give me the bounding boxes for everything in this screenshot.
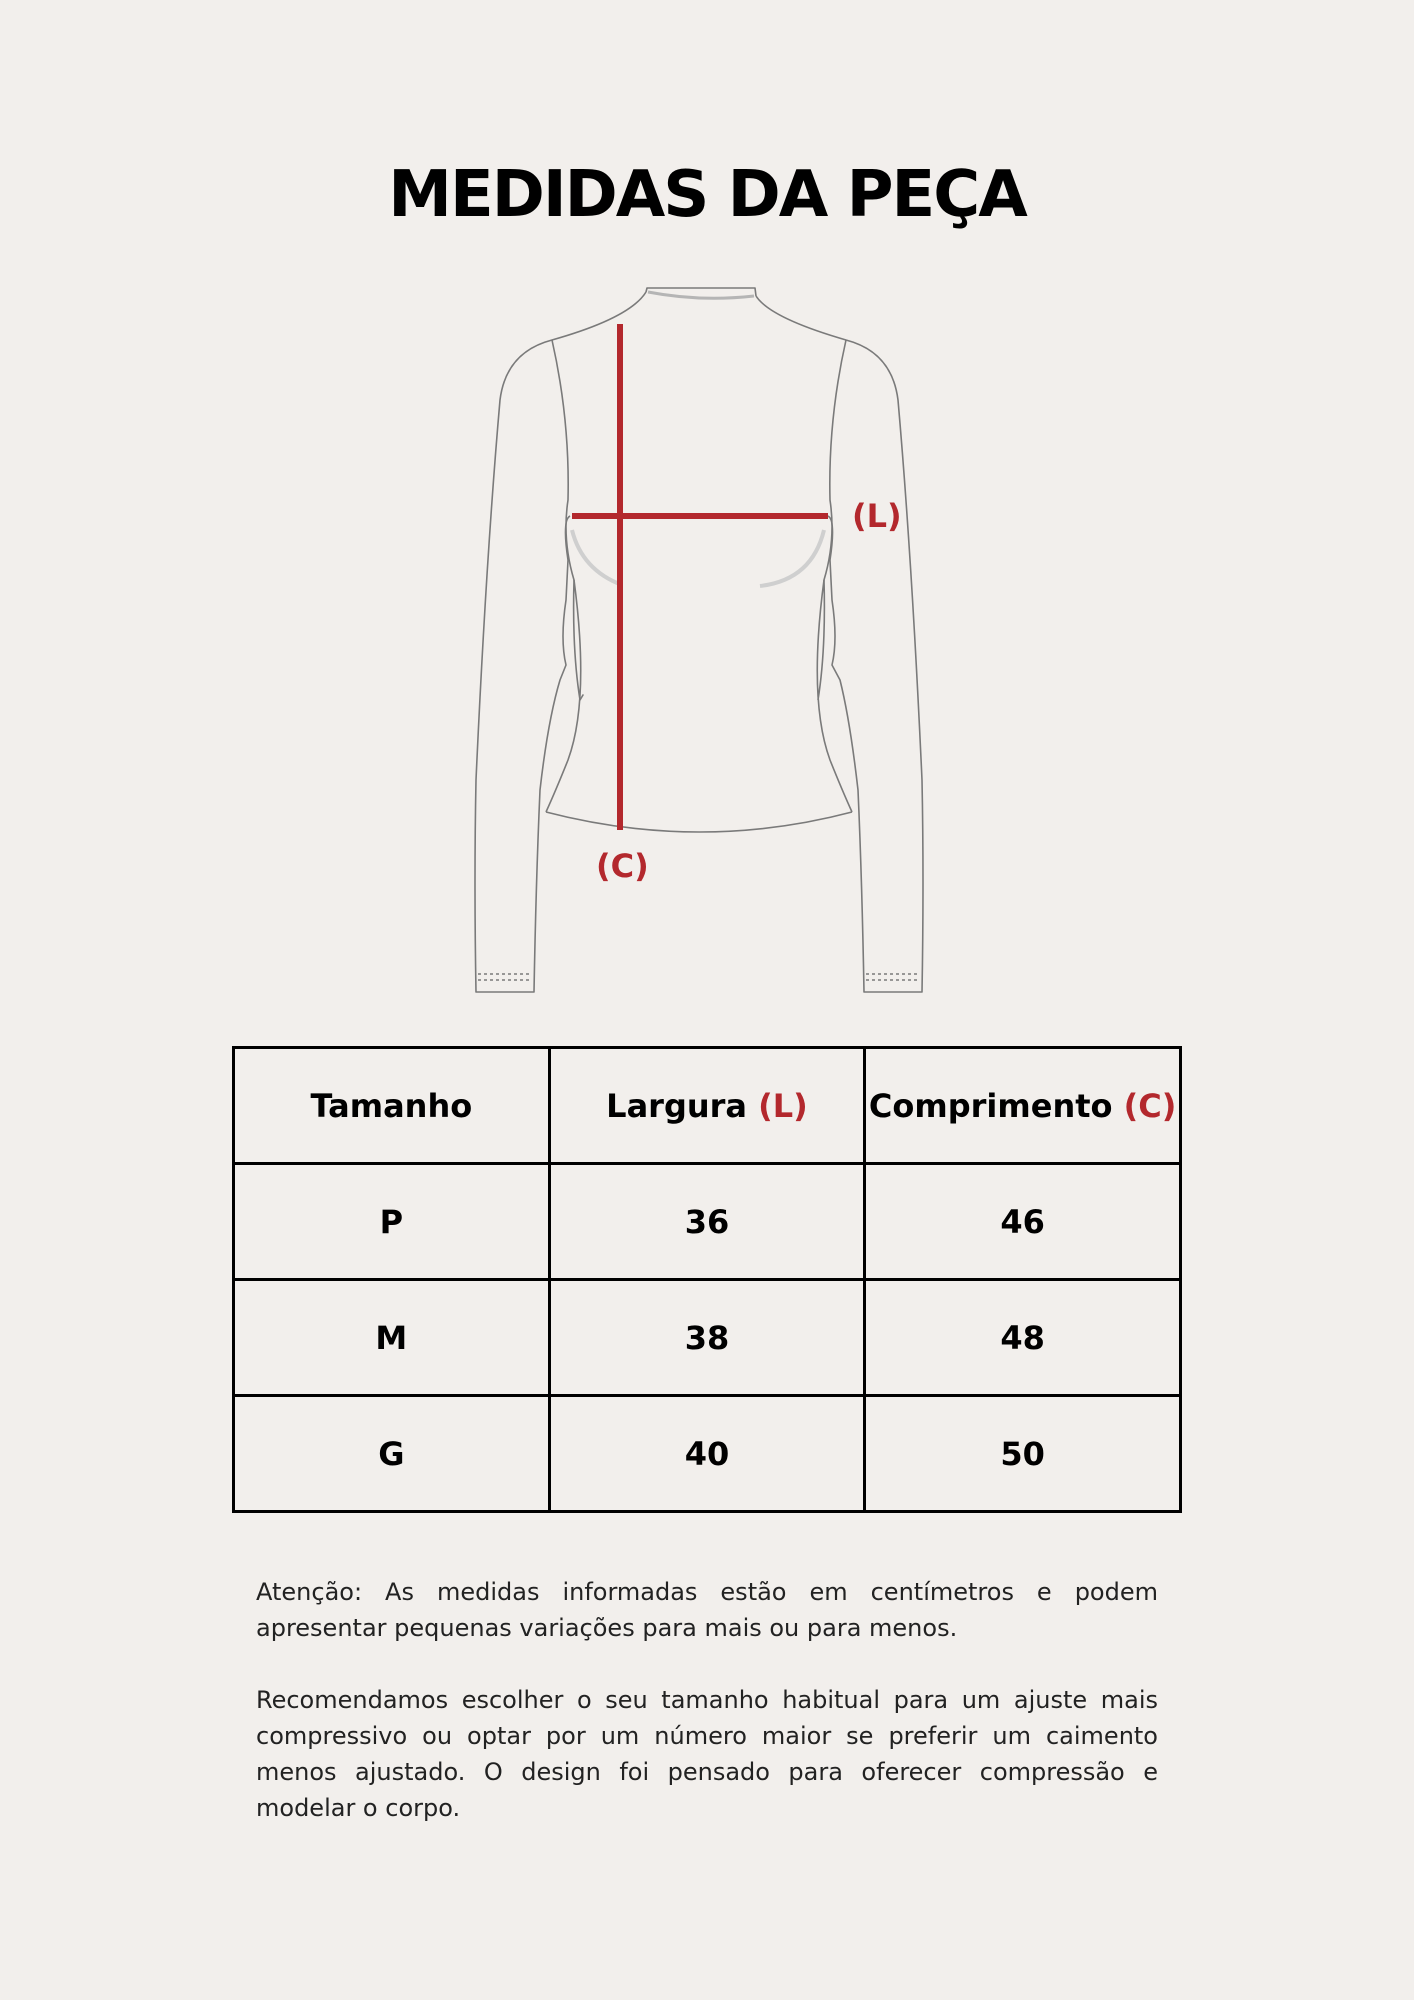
hem-outline xyxy=(546,812,852,832)
cell-length: 46 xyxy=(865,1164,1181,1280)
header-size-label: Tamanho xyxy=(310,1086,473,1125)
cell-size: M xyxy=(234,1280,550,1396)
header-width xyxy=(549,1048,865,1164)
cell-width: 36 xyxy=(549,1164,865,1280)
table-row xyxy=(234,1396,1181,1512)
page-title: MEDIDAS DA PEÇA xyxy=(388,158,1026,232)
attention-note: Atenção: As medidas informadas estão em centímetros e podem apresentar pequenas variações para mais ou para menos. xyxy=(256,1578,1158,1642)
header-length-marker: (C) xyxy=(1123,1086,1177,1125)
table-row xyxy=(234,1280,1181,1396)
cell-length: 48 xyxy=(865,1280,1181,1396)
header-width-marker: (L) xyxy=(758,1086,808,1125)
table-header-row xyxy=(234,1048,1181,1164)
length-marker: (C) xyxy=(596,847,649,885)
width-marker: (L) xyxy=(852,497,902,535)
header-length-label: Comprimento xyxy=(868,1086,1124,1125)
cell-size: P xyxy=(234,1164,550,1280)
header-width-label: Largura xyxy=(606,1086,759,1125)
cell-width: 38 xyxy=(549,1280,865,1396)
header-length xyxy=(865,1048,1181,1164)
size-table xyxy=(232,1046,1182,1513)
table-row xyxy=(234,1164,1181,1280)
recommendation-note: Recomendamos escolher o seu tamanho habitual para um ajuste mais compressivo ou optar por um número maior se preferir um caimento menos ajustado. O design foi pensado para oferecer compressão e modelar o corpo. xyxy=(256,1686,1158,1822)
cell-size: G xyxy=(234,1396,550,1512)
cell-length: 50 xyxy=(865,1396,1181,1512)
notes xyxy=(256,1574,1158,1862)
cell-width: 40 xyxy=(549,1396,865,1512)
header-size xyxy=(234,1048,550,1164)
